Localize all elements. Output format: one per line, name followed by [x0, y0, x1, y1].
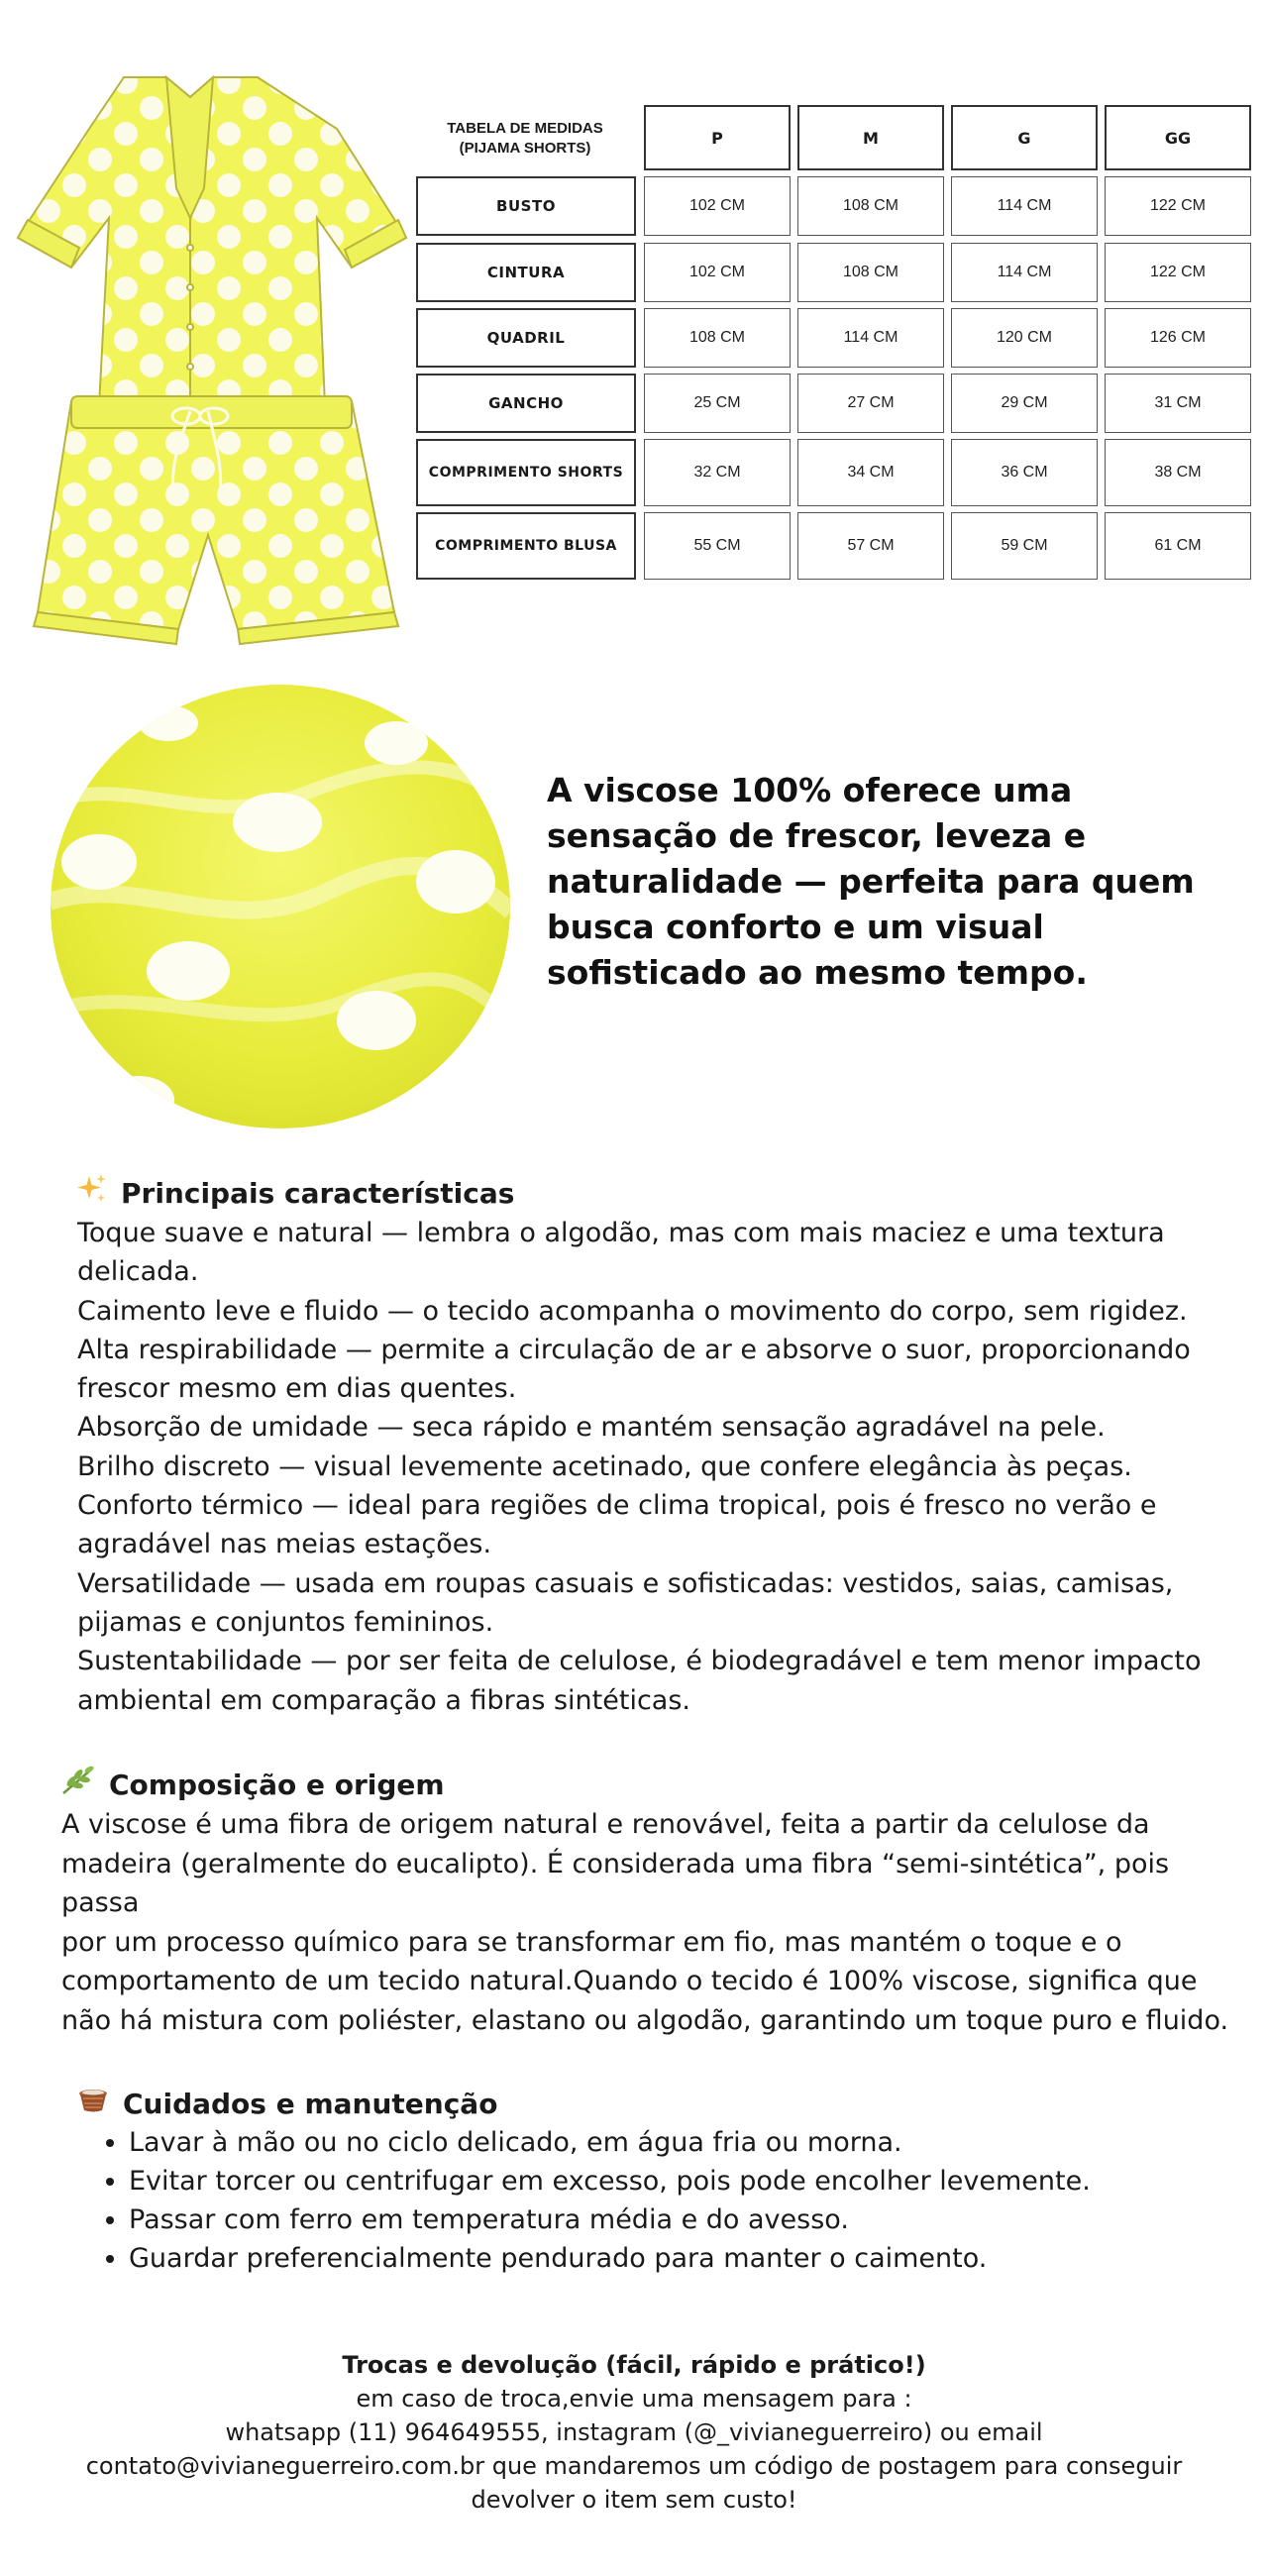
row-label-busto: BUSTO — [416, 176, 636, 236]
feature-line: ambiental em comparação a fibras sintéticas. — [77, 1684, 690, 1716]
returns-title: Trocas e devolução (fácil, rápido e prático!) — [342, 2351, 926, 2379]
features-title: Principais características — [121, 1177, 515, 1210]
feature-line: Sustentabilidade — por ser feita de celulose, é biodegradável e tem menor impacto — [77, 1646, 1202, 1677]
composition-title: Composição e origem — [109, 1769, 445, 1801]
fabric-closeup-image — [50, 684, 511, 1129]
table-cell: 102 CM — [644, 176, 791, 236]
composition-line: A viscose é uma fibra de origem natural e renovável, feita a partir da celulose da — [61, 1809, 1150, 1840]
care-title: Cuidados e manutenção — [123, 2088, 498, 2120]
list-item: • Guardar preferencialmente pendurado para manter o caimento. — [129, 2239, 1216, 2278]
basket-icon — [77, 2086, 109, 2123]
table-cell: 57 CM — [797, 512, 944, 580]
feature-line: delicada. — [77, 1256, 199, 1288]
list-item: • Evitar torcer ou centrifugar em excesso, pois pode encolher levemente. — [129, 2162, 1216, 2200]
feature-line: Absorção de umidade — seca rápido e mantém sensação agradável na pele. — [77, 1412, 1106, 1444]
pajama-illustration — [10, 69, 416, 654]
list-item: • Passar com ferro em temperatura média e do avesso. — [129, 2200, 1216, 2239]
feature-line: Brilho discreto — visual levemente acetinado, que confere elegância às peças. — [77, 1450, 1132, 1482]
sparkles-icon — [77, 1174, 107, 1214]
size-header-gg: GG — [1105, 105, 1251, 170]
table-cell: 108 CM — [797, 176, 944, 236]
table-cell: 59 CM — [951, 512, 1098, 580]
table-cell: 27 CM — [797, 374, 944, 433]
table-cell: 108 CM — [797, 243, 944, 302]
table-cell: 61 CM — [1105, 512, 1251, 580]
table-cell: 55 CM — [644, 512, 791, 580]
shirt-drawing — [18, 77, 406, 416]
table-cell: 36 CM — [951, 439, 1098, 506]
table-cell: 29 CM — [951, 374, 1098, 433]
table-cell: 114 CM — [951, 176, 1098, 236]
returns-line: devolver o item sem custo! — [471, 2486, 797, 2514]
size-header-m: M — [797, 105, 944, 170]
feature-line: Conforto térmico — ideal para regiões de clima tropical, pois é fresco no verão e — [77, 1490, 1157, 1522]
returns-section — [59, 2348, 1209, 2517]
table-cell: 108 CM — [644, 308, 791, 368]
row-label-comprimento-shorts: COMPRIMENTO SHORTS — [416, 439, 636, 506]
table-cell: 120 CM — [951, 308, 1098, 368]
table-cell: 31 CM — [1105, 374, 1251, 433]
size-table-title: TABELA DE MEDIDAS (PIJAMA SHORTS) — [447, 120, 603, 157]
composition-heading — [61, 1766, 1240, 1805]
feature-line: Versatilidade — usada em roupas casuais e sofisticadas: vestidos, saias, camisas, — [77, 1567, 1174, 1599]
feature-line: agradável nas meias estações. — [77, 1529, 492, 1560]
table-cell: 114 CM — [797, 308, 944, 368]
herb-icon — [61, 1766, 95, 1805]
row-label-quadril: QUADRIL — [416, 308, 636, 368]
table-cell: 32 CM — [644, 439, 791, 506]
returns-line: contato@vivianeguerreiro.com.br que mandaremos um código de postagem para conseguir — [85, 2452, 1183, 2480]
table-cell: 114 CM — [951, 243, 1098, 302]
composition-line: comportamento de um tecido natural.Quando o tecido é 100% viscose, significa que — [61, 1966, 1198, 1996]
composition-section — [61, 1766, 1240, 2040]
feature-line: Toque suave e natural — lembra o algodão, mas com mais maciez e uma textura — [77, 1218, 1165, 1248]
shorts-drawing — [34, 396, 398, 644]
composition-line: por um processo químico para se transformar em fio, mas mantém o toque e o — [61, 1926, 1122, 1958]
feature-line: frescor mesmo em dias quentes. — [77, 1373, 517, 1405]
table-cell: 126 CM — [1105, 308, 1251, 368]
table-cell: 102 CM — [644, 243, 791, 302]
fabric-intro-text: A viscose 100% oferece uma sensação de frescor, leveza e naturalidade — perfeita para quem busca conforto e um visual sofisticado ao mesmo tempo. — [547, 771, 1195, 992]
returns-line: whatsapp (11) 964649555, instagram (@_vivianeguerreiro) ou email — [225, 2418, 1043, 2446]
feature-line: Caimento leve e fluido — o tecido acompanha o movimento do corpo, sem rigidez. — [77, 1295, 1188, 1327]
features-heading — [77, 1174, 1226, 1214]
feature-line: pijamas e conjuntos femininos. — [77, 1606, 494, 1638]
table-cell: 34 CM — [797, 439, 944, 506]
row-label-comprimento-blusa: COMPRIMENTO BLUSA — [416, 512, 636, 580]
row-label-gancho: GANCHO — [416, 374, 636, 433]
composition-line: madeira (geralmente do eucalipto). É considerada uma fibra “semi-sintética”, pois passa — [61, 1848, 1170, 1918]
size-header-p: P — [644, 105, 791, 170]
list-item: • Lavar à mão ou no ciclo delicado, em água fria ou morna. — [129, 2123, 1216, 2162]
size-header-g: G — [951, 105, 1098, 170]
table-cell: 122 CM — [1105, 243, 1251, 302]
table-cell: 38 CM — [1105, 439, 1251, 506]
table-cell: 122 CM — [1105, 176, 1251, 236]
feature-line: Alta respirabilidade — permite a circulação de ar e absorve o suor, proporcionando — [77, 1334, 1191, 1365]
care-section — [77, 2086, 1216, 2278]
row-label-cintura: CINTURA — [416, 243, 636, 302]
table-cell: 25 CM — [644, 374, 791, 433]
care-heading — [77, 2086, 1216, 2123]
features-section — [77, 1174, 1226, 1720]
composition-line: não há mistura com poliéster, elastano ou algodão, garantindo um toque puro e fluido. — [61, 2004, 1229, 2036]
returns-line: em caso de troca,envie uma mensagem para : — [356, 2385, 912, 2413]
care-list — [77, 2123, 1216, 2278]
